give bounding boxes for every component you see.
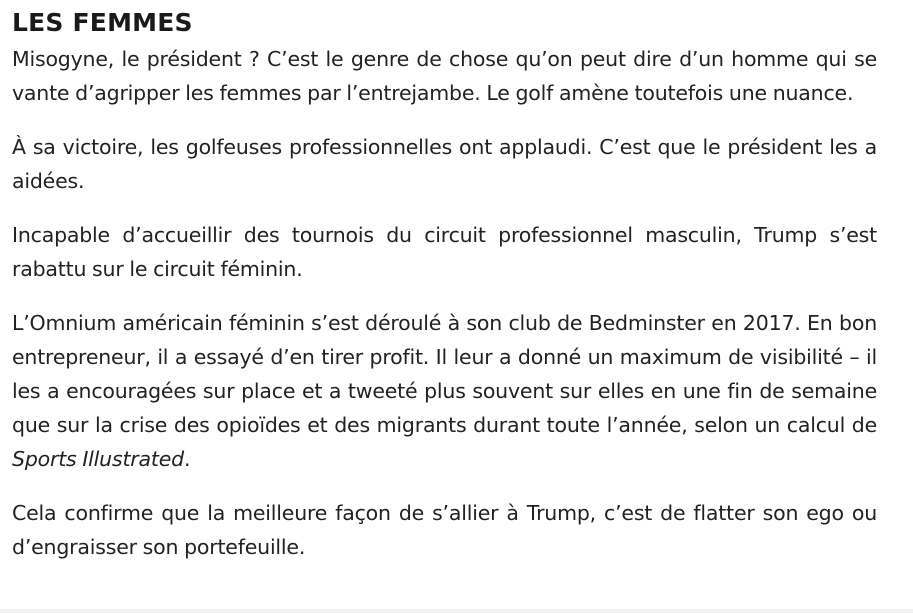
section-heading: LES FEMMES — [12, 8, 193, 37]
source-citation: Sports Illustrated — [12, 447, 184, 471]
paragraph-omnium-text: L’Omnium américain féminin s’est déroulé à son club de Bedminster en 2017. En bon entrepreneur, il a essayé d’en tirer profit. Il leur a donné un maximum de visibilité – il les a encouragées sur place et a tweeté plus souvent sur elles en une fin de semaine que sur la crise des opioïdes et des migrants durant toute l’année, selon un calcul de — [12, 311, 877, 437]
paragraph-misogyny: Misogyne, le président ? C’est le genre de chose qu’on peut dire d’un homme qui se vante d’agripper les femmes par l’entrejambe. Le golf amène toutefois une nuance. — [12, 47, 877, 105]
paragraph-omnium-end: . — [183, 447, 191, 471]
paragraph-omnium — [12, 306, 877, 476]
bottom-divider — [0, 609, 913, 613]
paragraph-circuit: Incapable d’accueillir des tournois du circuit professionnel masculin, Trump s’est rabattu sur le circuit féminin. — [12, 223, 877, 281]
paragraph-victory: À sa victoire, les golfeuses professionnelles ont applaudi. C’est que le président les a aidées. — [12, 135, 877, 193]
article-section — [12, 0, 877, 564]
paragraph-conclusion: Cela confirme que la meilleure façon de s’allier à Trump, c’est de flatter son ego ou d’engraisser son portefeuille. — [12, 501, 877, 559]
